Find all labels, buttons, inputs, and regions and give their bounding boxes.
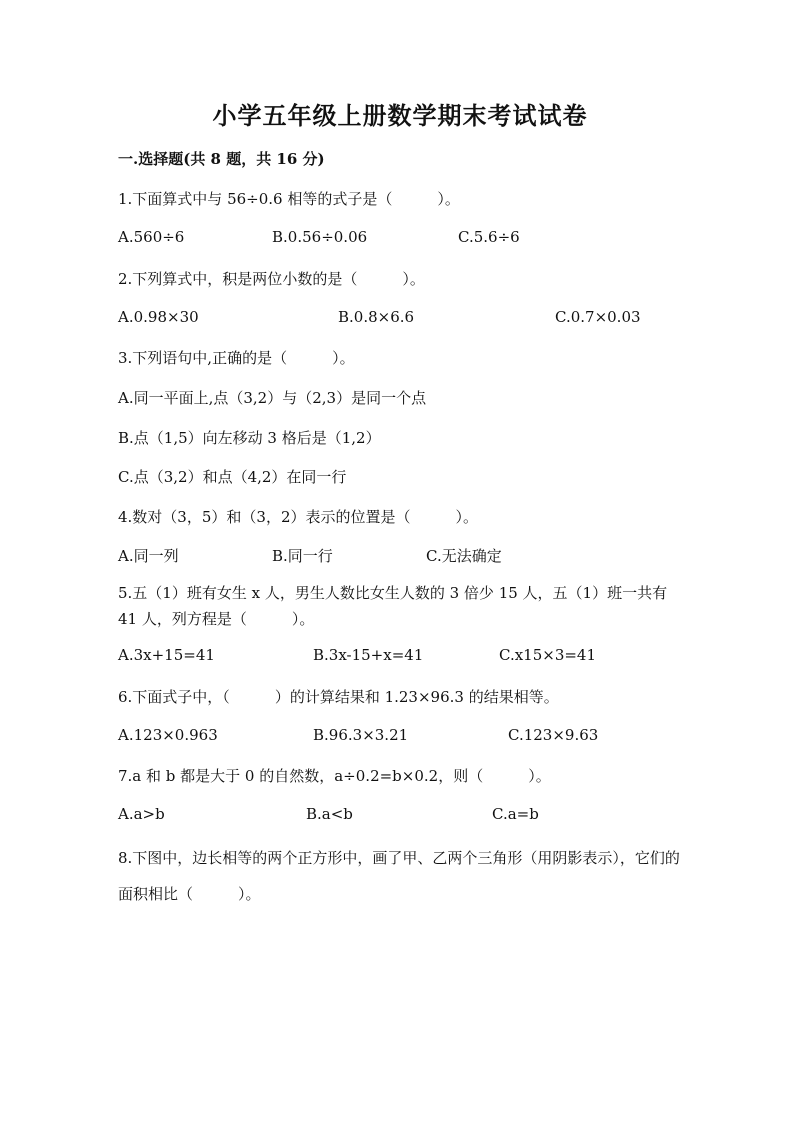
question-1-option-c: C.5.6÷6 — [458, 228, 520, 246]
question-6-stem: 6.下面式子中，（ ）的计算结果和 1.23×96.3 的结果相等。 — [118, 688, 559, 706]
question-4-option-a: A.同一列 — [118, 547, 179, 565]
question-2-option-c: C.0.7×0.03 — [555, 308, 641, 326]
question-4-stem: 4.数对（3，5）和（3，2）表示的位置是（ ）。 — [118, 508, 478, 526]
question-7-option-c: C.a=b — [492, 805, 539, 823]
question-5-option-c: C.x15×3=41 — [499, 646, 597, 664]
question-3-stem: 3.下列语句中,正确的是（ ）。 — [118, 349, 355, 367]
question-1-stem: 1.下面算式中与 56÷0.6 相等的式子是（ ）。 — [118, 190, 460, 208]
question-7-stem: 7.a 和 b 都是大于 0 的自然数，a÷0.2=b×0.2，则（ ）。 — [118, 767, 551, 785]
question-6-option-c: C.123×9.63 — [508, 726, 599, 744]
question-2-stem: 2.下列算式中，积是两位小数的是（ ）。 — [118, 270, 425, 288]
question-4-option-b: B.同一行 — [272, 547, 333, 565]
question-6-option-b: B.96.3×3.21 — [313, 726, 409, 744]
question-2-option-b: B.0.8×6.6 — [338, 308, 415, 326]
question-7-option-a: A.a>b — [118, 805, 165, 823]
question-4-option-c: C.无法确定 — [426, 547, 502, 565]
question-1-option-a: A.560÷6 — [118, 228, 185, 246]
question-6-option-a: A.123×0.963 — [118, 726, 218, 744]
section-heading: 一.选择题(共 8 题，共 16 分) — [118, 150, 325, 168]
question-8-stem: 8.下图中，边长相等的两个正方形中，画了甲、乙两个三角形（用阴影表示），它们的面积相比（ ）。 — [118, 849, 680, 903]
question-3-option-b: B.点（1,5）向左移动 3 格后是（1,2） — [118, 429, 381, 447]
question-3-option-c: C.点（3,2）和点（4,2）在同一行 — [118, 468, 347, 486]
question-5-option-b: B.3x-15+x=41 — [313, 646, 424, 664]
question-3-option-a: A.同一平面上,点（3,2）与（2,3）是同一个点 — [118, 389, 427, 407]
question-1-option-b: B.0.56÷0.06 — [272, 228, 368, 246]
question-7-option-b: B.a<b — [306, 805, 353, 823]
page-title: 小学五年级上册数学期末考试试卷 — [212, 101, 588, 130]
question-2-option-a: A.0.98×30 — [118, 308, 199, 326]
question-5-stem: 5.五（1）班有女生 x 人，男生人数比女生人数的 3 倍少 15 人，五（1）班一共有 41 人，列方程是（ ）。 — [118, 584, 668, 628]
question-5-option-a: A.3x+15=41 — [118, 646, 215, 664]
